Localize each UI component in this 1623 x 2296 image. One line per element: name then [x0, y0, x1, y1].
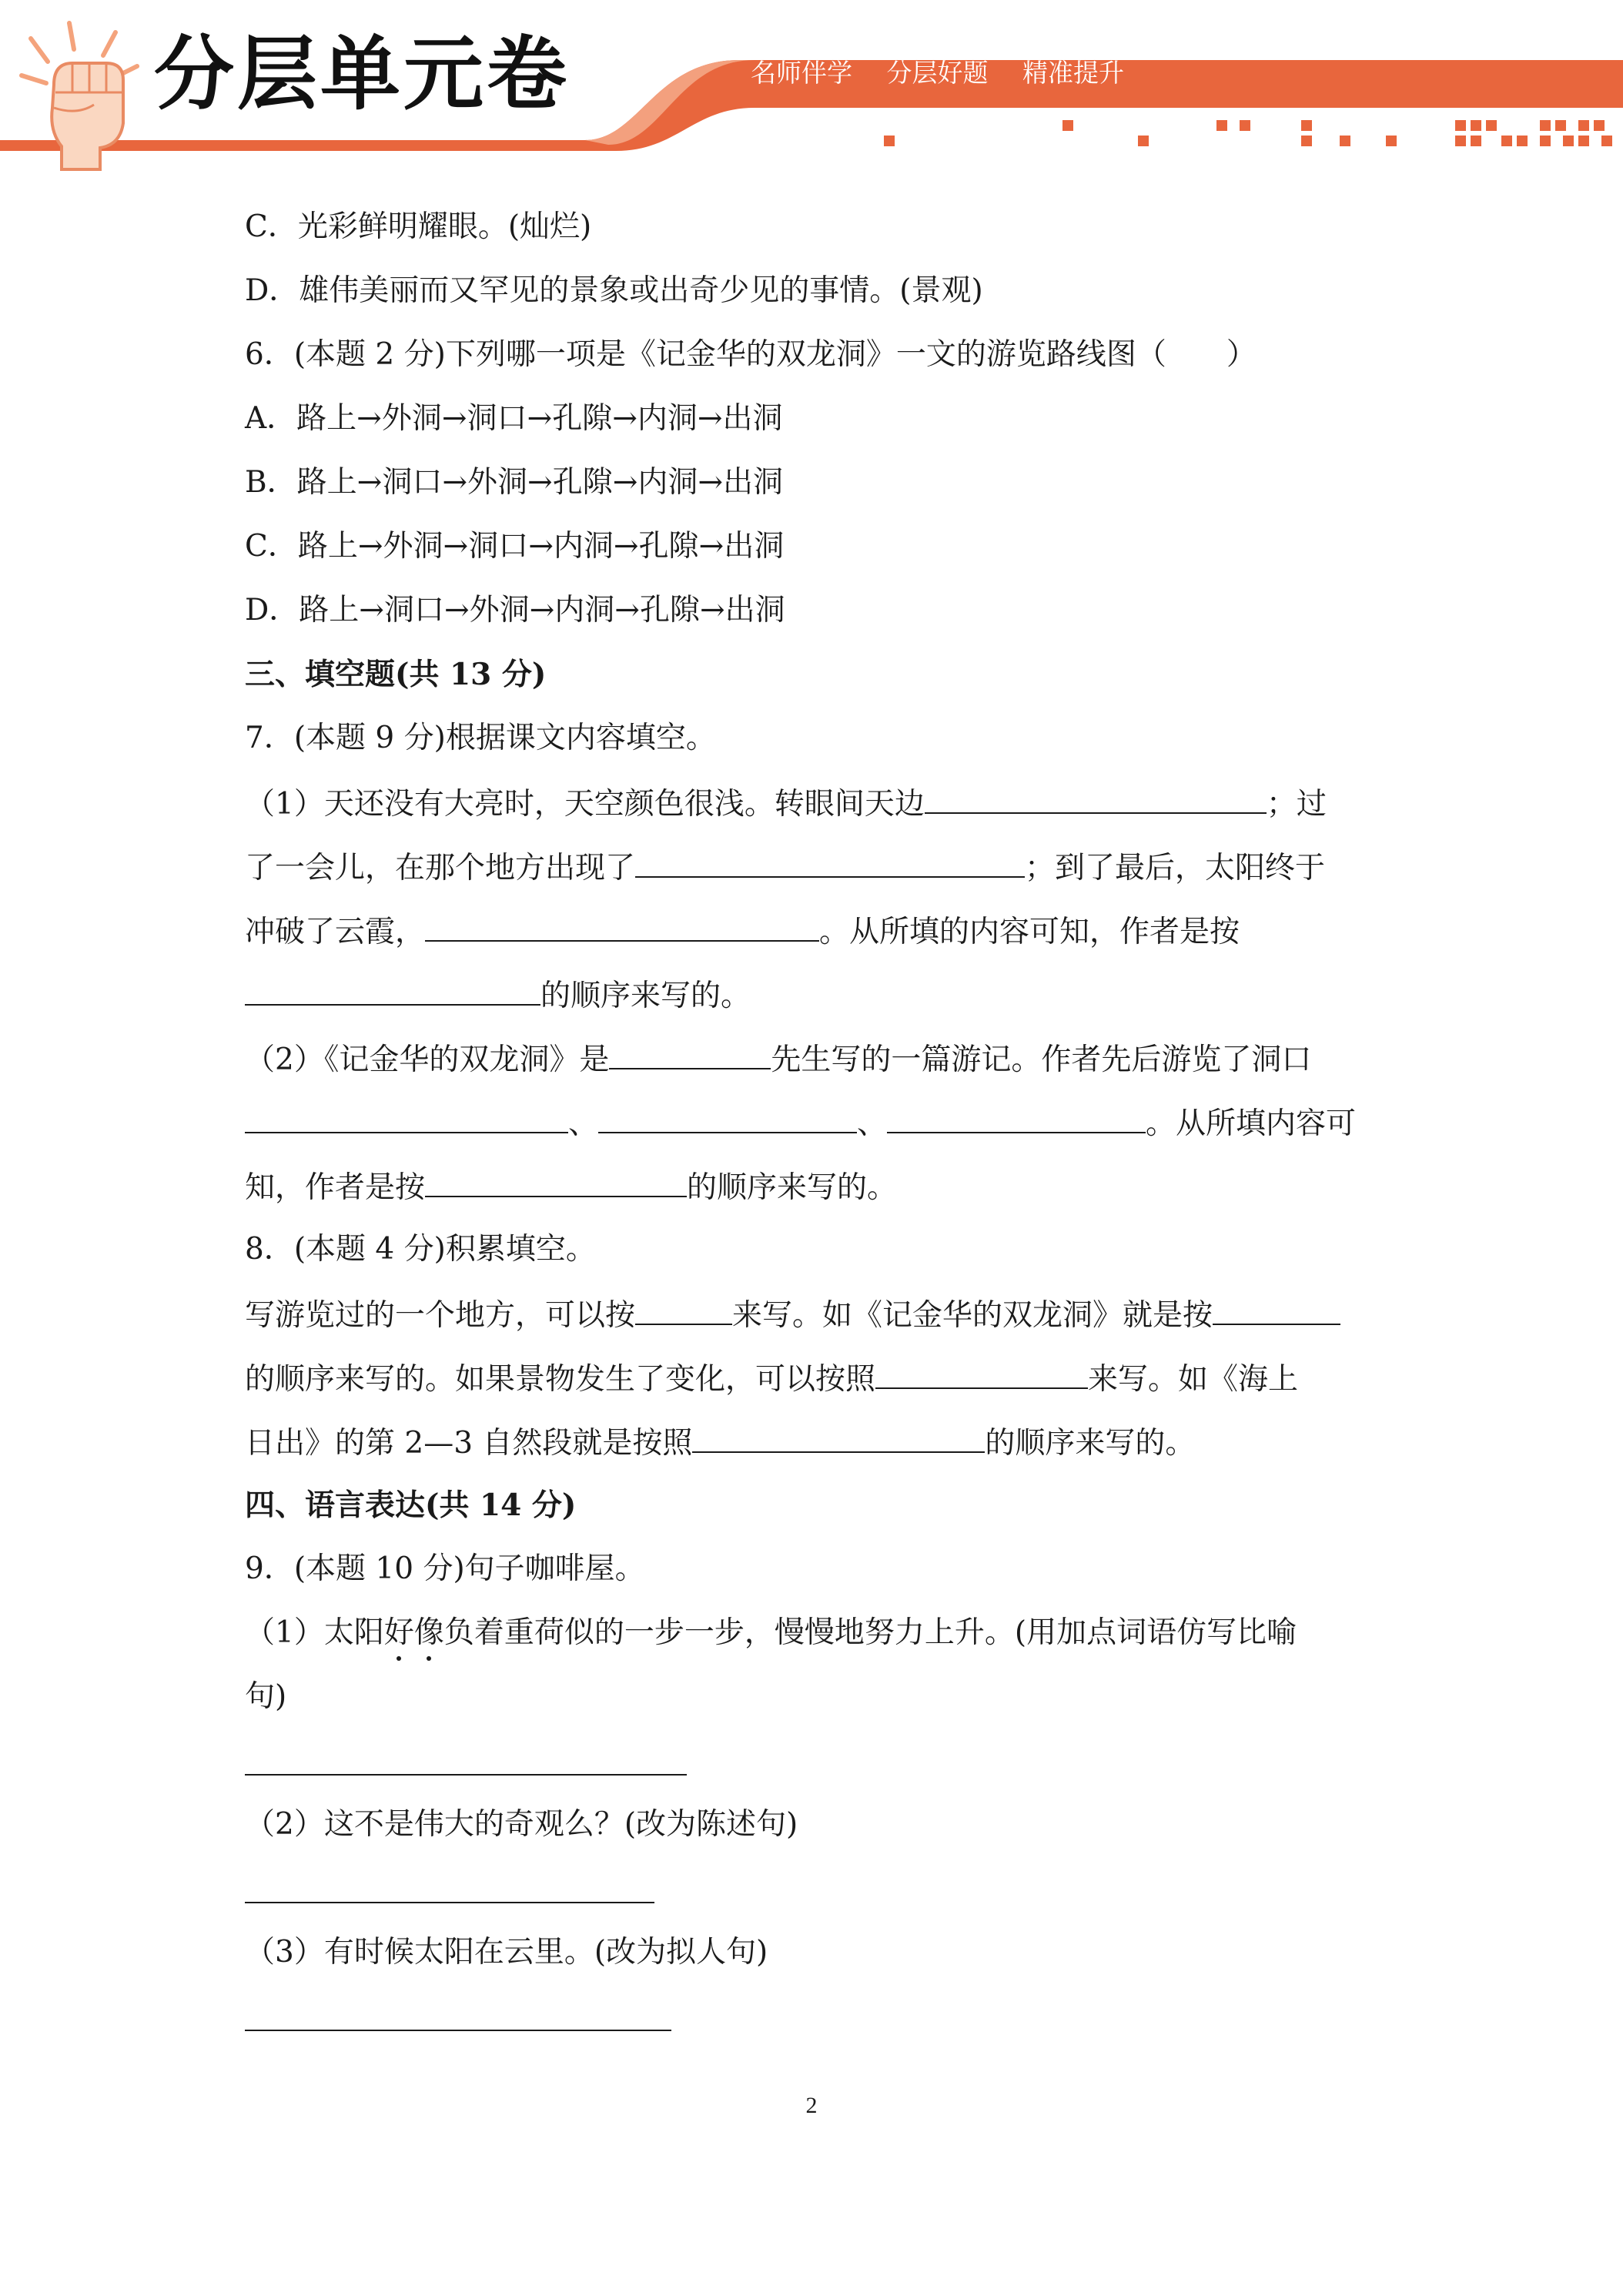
q7-part1-line3: 冲破了云霞， 。从所填的内容可知，作者是按	[245, 912, 1240, 951]
q9-part3: （3）有时候太阳在云里。(改为拟人句)	[245, 1935, 768, 1970]
fill-blank[interactable]	[425, 1168, 687, 1197]
fill-blank[interactable]	[875, 1360, 1088, 1389]
question-7: 7．(本题 9 分)根据课文内容填空。	[245, 721, 716, 755]
answer-line[interactable]	[245, 1902, 654, 1903]
q9-part2: （2）这不是伟大的奇观么？(改为陈述句)	[245, 1807, 798, 1842]
q9-part1-line1: （1）太阳好像负着重荷似的一步一步，慢慢地努力上升。(用加点词语仿写比喻	[245, 1615, 1297, 1650]
question-6: 6．(本题 2 分)下列哪一项是《记金华的双龙洞》一文的游览路线图（ ）	[245, 337, 1257, 372]
q7-part2-line2: 、 、 。从所填内容可	[245, 1104, 1356, 1143]
brand-title: 分层单元卷	[154, 27, 571, 121]
fill-blank[interactable]	[598, 1104, 857, 1133]
option-5d: D．雄伟美丽而又罕见的景象或出奇少见的事情。(景观)	[245, 273, 983, 308]
slogan-3: 精准提升	[1022, 58, 1124, 88]
raised-fist-icon	[8, 15, 154, 177]
fill-blank[interactable]	[635, 1296, 732, 1325]
dotted-char: 像	[413, 1615, 444, 1650]
fill-blank[interactable]	[425, 912, 819, 942]
option-6d: D．路上→洞口→外洞→内洞→孔隙→出洞	[245, 593, 785, 628]
q9-part1-line2: 句)	[245, 1679, 287, 1714]
q7-part2-line3: 知，作者是按 的顺序来写的。	[245, 1168, 897, 1207]
q8-line1: 写游览过的一个地方，可以按 来写。如《记金华的双龙洞》就是按	[245, 1296, 1340, 1334]
answer-line[interactable]	[245, 1774, 687, 1776]
section-3-heading: 三、填空题(共 13 分)	[245, 657, 547, 692]
header-slogan	[751, 58, 1150, 88]
q7-part1-line1: （1）天还没有大亮时，天空颜色很浅。转眼间天边 ；过	[245, 785, 1327, 823]
fill-blank[interactable]	[887, 1104, 1146, 1133]
fill-blank[interactable]	[692, 1424, 985, 1453]
dotted-char: 好	[383, 1615, 414, 1650]
q8-line2: 的顺序来写的。如果景物发生了变化，可以按照 来写。如《海上	[245, 1360, 1298, 1398]
fill-blank[interactable]	[635, 848, 1025, 878]
q7-part2-line1: （2）《记金华的双龙洞》是 先生写的一篇游记。作者先后游览了洞口	[245, 1040, 1311, 1079]
slogan-1: 名师伴学	[751, 58, 852, 88]
q7-part1-line4: 的顺序来写的。	[245, 976, 751, 1015]
answer-line[interactable]	[245, 2030, 671, 2031]
fill-blank[interactable]	[925, 785, 1267, 814]
page-header	[0, 0, 1623, 185]
fill-blank[interactable]	[1213, 1296, 1340, 1325]
option-6c: C．路上→外洞→洞口→内洞→孔隙→出洞	[245, 529, 785, 564]
option-6b: B．路上→洞口→外洞→孔隙→内洞→出洞	[245, 465, 784, 500]
question-8: 8．(本题 4 分)积累填空。	[245, 1232, 596, 1267]
section-4-heading: 四、语言表达(共 14 分)	[245, 1488, 577, 1523]
fill-blank[interactable]	[609, 1040, 771, 1069]
page-number: 2	[805, 2093, 818, 2118]
slogan-2: 分层好题	[886, 58, 989, 88]
option-6a: A．路上→外洞→洞口→孔隙→内洞→出洞	[245, 401, 783, 436]
fill-blank[interactable]	[245, 1104, 568, 1133]
option-5c: C．光彩鲜明耀眼。(灿烂)	[245, 209, 592, 244]
q8-line3: 日出》的第 2—3 自然段就是按照 的顺序来写的。	[245, 1424, 1195, 1462]
fill-blank[interactable]	[245, 976, 540, 1006]
q7-part1-line2: 了一会儿，在那个地方出现了 ；到了最后，太阳终于	[245, 848, 1325, 887]
question-9: 9．(本题 10 分)句子咖啡屋。	[245, 1551, 645, 1586]
